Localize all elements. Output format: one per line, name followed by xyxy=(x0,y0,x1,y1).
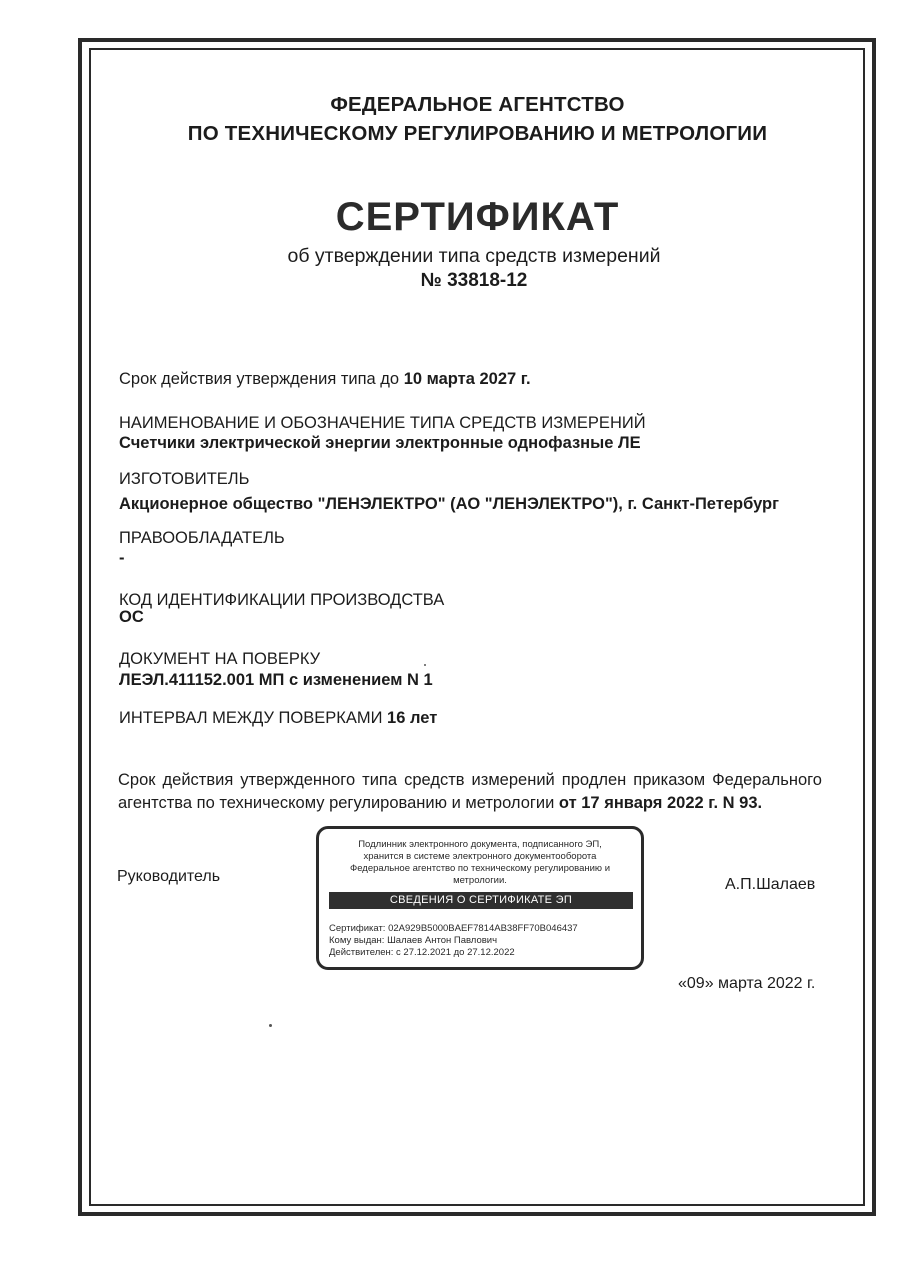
extension-text xyxy=(118,769,822,815)
e-signature-notice xyxy=(327,839,633,887)
scan-speck xyxy=(269,1024,272,1027)
rights-holder-value: - xyxy=(119,549,125,567)
agency-line-1: ФЕДЕРАЛЬНОЕ АГЕНТСТВО xyxy=(330,93,625,116)
manufacturer-label: ИЗГОТОВИТЕЛЬ xyxy=(119,470,250,488)
extension-line-2-text: агентства по техническому регулированию и метрологии xyxy=(118,794,559,812)
interval-line xyxy=(119,708,839,729)
e-signature-details xyxy=(329,923,635,959)
certificate-number: № 33818-12 xyxy=(420,270,528,291)
e-signature-issued-value: Шалаев Антон Павлович xyxy=(387,935,498,946)
e-signature-cert-row xyxy=(329,923,635,935)
type-name-value: Счетчики электрической энергии электронные однофазные ЛЕ xyxy=(119,434,641,452)
sign-date: «09» марта 2022 г. xyxy=(678,975,816,992)
e-signature-header-bar: СВЕДЕНИЯ О СЕРТИФИКАТЕ ЭП xyxy=(329,892,633,909)
e-signature-notice-line-1: Подлинник электронного документа, подписанного ЭП, xyxy=(358,839,602,850)
certificate-subtitle: об утверждении типа средств измерений xyxy=(287,245,661,267)
validity-line xyxy=(119,369,839,390)
e-signature-cert-label: Сертификат: xyxy=(329,923,386,934)
e-signature-notice-line-2: хранится в системе электронного документооборота xyxy=(363,851,597,862)
extension-line-2-bold: от 17 января 2022 г. N 93. xyxy=(558,794,763,812)
extension-line-1: Срок действия утвержденного типа средств измерений продлен приказом Федерального xyxy=(118,771,822,789)
production-code-label: КОД ИДЕНТИФИКАЦИИ ПРОИЗВОДСТВА xyxy=(119,591,445,609)
e-signature-notice-line-3: Федеральное агентство по техническому регулированию и xyxy=(350,863,610,874)
validity-label: Срок действия утверждения типа до xyxy=(119,370,404,388)
rights-holder-label: ПРАВООБЛАДАТЕЛЬ xyxy=(119,529,285,547)
verification-doc-value: ЛЕЭЛ.411152.001 МП с изменением N 1 xyxy=(119,671,433,689)
e-signature-valid-label: Действителен: xyxy=(329,947,394,958)
signer-name: А.П.Шалаев xyxy=(725,876,816,893)
e-signature-cert-value: 02A929B5000BAEF7814AB38FF70B046437 xyxy=(388,923,578,934)
e-signature-valid-value: с 27.12.2021 до 27.12.2022 xyxy=(396,947,515,958)
signer-role: Руководитель xyxy=(117,868,221,885)
manufacturer-value: Акционерное общество "ЛЕНЭЛЕКТРО" (АО "ЛЕНЭЛЕКТРО"), г. Санкт-Петербург xyxy=(119,495,779,513)
certificate-title: СЕРТИФИКАТ xyxy=(335,195,620,239)
e-signature-stamp xyxy=(316,826,644,970)
type-name-label: НАИМЕНОВАНИЕ И ОБОЗНАЧЕНИЕ ТИПА СРЕДСТВ ИЗМЕРЕНИЙ xyxy=(119,414,646,432)
production-code-value: ОС xyxy=(119,608,144,626)
e-signature-issued-label: Кому выдан: xyxy=(329,935,385,946)
interval-label: ИНТЕРВАЛ МЕЖДУ ПОВЕРКАМИ xyxy=(119,709,388,727)
agency-header xyxy=(100,90,855,148)
interval-value: 16 лет xyxy=(387,709,438,727)
e-signature-issued-row xyxy=(329,935,635,947)
verification-doc-label: ДОКУМЕНТ НА ПОВЕРКУ xyxy=(119,650,321,668)
agency-line-2: ПО ТЕХНИЧЕСКОМУ РЕГУЛИРОВАНИЮ И МЕТРОЛОГИИ xyxy=(187,122,768,145)
e-signature-notice-line-4: метрологии. xyxy=(453,875,507,886)
validity-date: 10 марта 2027 г. xyxy=(403,370,531,388)
e-signature-valid-row xyxy=(329,947,635,959)
scan-speck xyxy=(424,664,426,666)
